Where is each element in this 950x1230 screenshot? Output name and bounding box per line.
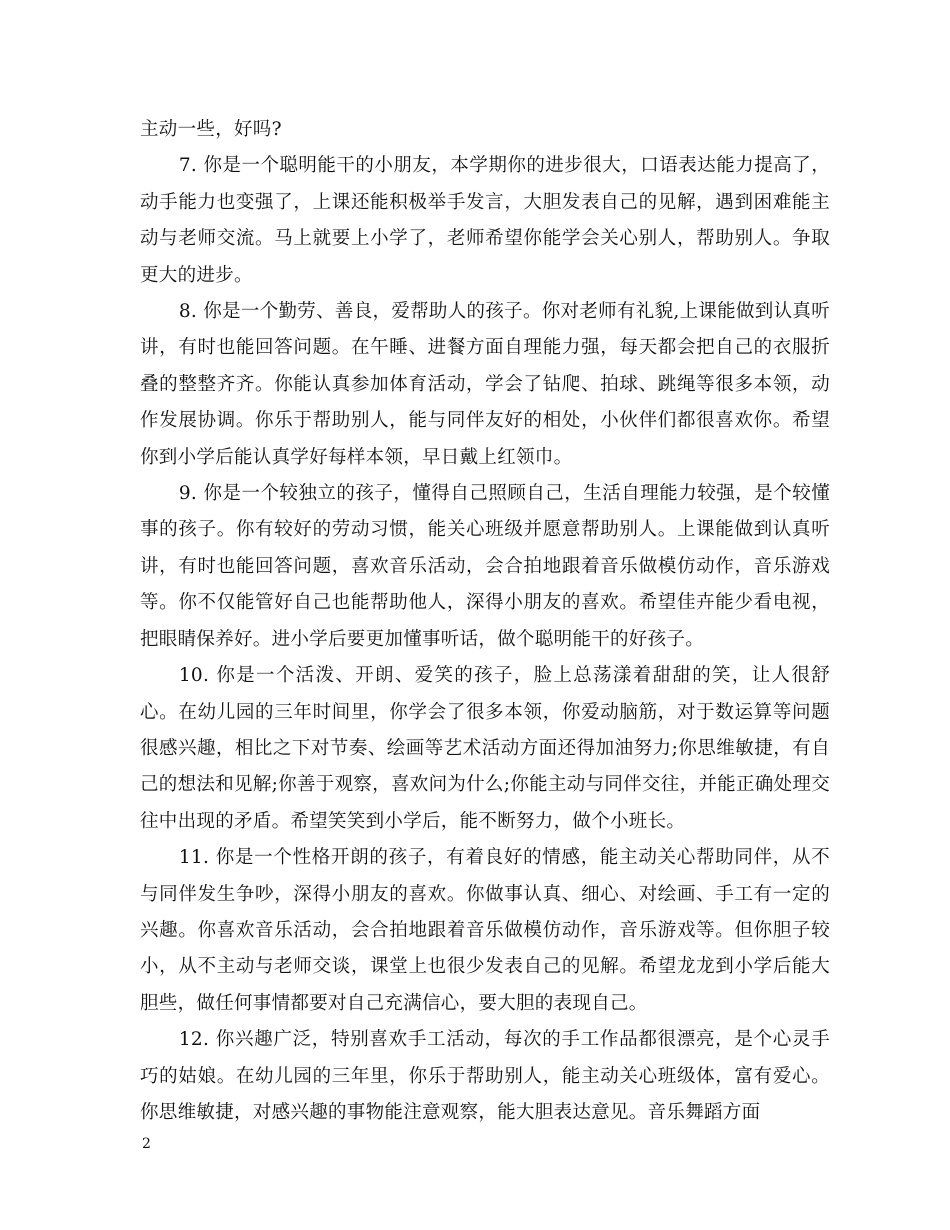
paragraph-item-9: 9. 你是一个较独立的孩子，懂得自己照顾自己，生活自理能力较强，是个较懂事的孩子。你有较好的劳动习惯，能关心班级并愿意帮助别人。上课能做到认真听讲，有时也能回答问题，喜欢音乐活动，会合拍地跟着音乐做模仿动作，音乐游戏等。你不仅能管好自己也能帮助他人，深得小朋友的喜欢。希望佳卉能少看电视，把眼睛保养好。进小学后要更加懂事听话，做个聪明能干的好孩子。: [140, 483, 830, 650]
paragraph-item-11: 11. 你是一个性格开朗的孩子，有着良好的情感，能主动关心帮助同伴，从不与同伴发生争吵，深得小朋友的喜欢。你做事认真、细心、对绘画、手工有一定的兴趣。你喜欢音乐活动，会合拍地跟着音乐做模仿动作，音乐游戏等。但你胆子较小，从不主动与老师交谈，课堂上也很少发表自己的见解。希望龙龙到小学后能大胆些，做任何事情都要对自己充满信心，要大胆的表现自己。: [140, 847, 830, 1014]
document-body: [140, 112, 830, 1131]
paragraph-continued: 主动一些，好吗?: [140, 119, 282, 140]
paragraph-item-8: 8. 你是一个勤劳、善良，爱帮助人的孩子。你对老师有礼貌,上课能做到认真听讲，有时也能回答问题。在午睡、进餐方面自理能力强，每天都会把自己的衣服折叠的整整齐齐。你能认真参加体育活动，学会了钻爬、拍球、跳绳等很多本领，动作发展协调。你乐于帮助别人，能与同伴友好的相处，小伙伴们都很喜欢你。希望你到小学后能认真学好每样本领，早日戴上红领巾。: [140, 301, 830, 468]
paragraph-item-7: 7. 你是一个聪明能干的小朋友，本学期你的进步很大，口语表达能力提高了，动手能力也变强了，上课还能积极举手发言，大胆发表自己的见解，遇到困难能主动与老师交流。马上就要上小学了，老师希望你能学会关心别人，帮助别人。争取更大的进步。: [140, 155, 830, 286]
paragraph-item-12: 12. 你兴趣广泛，特别喜欢手工活动，每次的手工作品都很漂亮，是个心灵手巧的姑娘。在幼儿园的三年里，你乐于帮助别人，能主动关心班级体，富有爱心。你思维敏捷，对感兴趣的事物能注意观察，能大胆表达意见。音乐舞蹈方面: [140, 1029, 830, 1123]
page-number: 2: [142, 1136, 151, 1152]
paragraph-item-10: 10. 你是一个活泼、开朗、爱笑的孩子，脸上总荡漾着甜甜的笑，让人很舒心。在幼儿园的三年时间里，你学会了很多本领，你爱动脑筋，对于数运算等问题很感兴趣，相比之下对节奏、绘画等艺术活动方面还得加油努力;你思维敏捷，有自己的想法和见解;你善于观察，喜欢问为什么;你能主动与同伴交往，并能正确处理交往中出现的矛盾。希望笑笑到小学后，能不断努力，做个小班长。: [140, 665, 830, 832]
